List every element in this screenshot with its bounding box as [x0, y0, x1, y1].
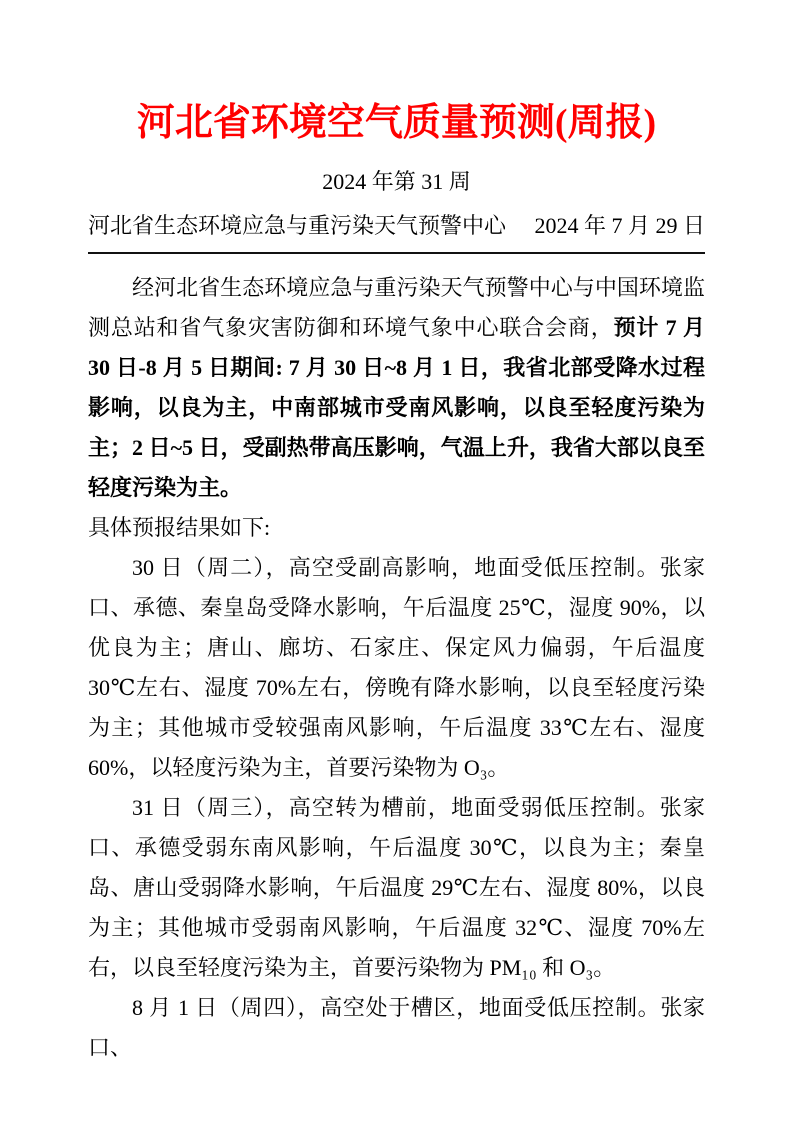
report-title: 河北省环境空气质量预测(周报)	[136, 102, 657, 144]
issuer-name: 河北省生态环境应急与重污染天气预警中心	[88, 212, 507, 238]
summary-lead: 经河北省生态环境应急与重污染天气预警中心与中国环境监测总站和省气象灾害防御和环境气象中心联合会商，	[88, 274, 705, 340]
summary-forecast-bold: 预计 7 月 30 日-8 月 5 日期间: 7 月 30 日~8 月 1 日，我省北部受降水过程影响，以良为主，中南部城市受南风影响，以良至轻度污染为主；2 日~5 日，受副热带高压影响，气温上升，我省大部以良至轻度污染为主。	[88, 314, 705, 500]
summary-paragraph	[88, 268, 705, 508]
lead-in-line: 具体预报结果如下:	[88, 514, 271, 540]
forecast-day-tuesday: 30 日（周二），高空受副高影响，地面受低压控制。张家口、承德、秦皇岛受降水影响，午后温度 25℃，湿度 90%，以优良为主；唐山、廊坊、石家庄、保定风力偏弱，午后温度 30℃左右、湿度 70%左右，傍晚有降水影响，以良至轻度污染为主；其他城市受较强南风影响，午后温度 33℃左右、湿度 60%，以轻度污染为主，首要污染物为 O₃。	[88, 554, 705, 780]
issue-date: 2024 年 7 月 29 日	[534, 212, 705, 238]
forecast-day-wednesday: 31 日（周三），高空转为槽前，地面受弱低压控制。张家口、承德受弱东南风影响，午后温度 30℃，以良为主；秦皇岛、唐山受弱降水影响，午后温度 29℃左右、湿度 80%，以良为主；其他城市受弱南风影响，午后温度 32℃、湿度 70%左右，以良至轻度污染为主，首要污染物为 PM₁₀ 和 O₃。	[88, 794, 705, 980]
issuer-dateline	[88, 212, 705, 252]
header-divider	[88, 252, 705, 254]
forecast-day-thursday: 8 月 1 日（周四），高空处于槽区，地面受低压控制。张家口、	[88, 994, 705, 1060]
report-body	[88, 268, 705, 1068]
week-subtitle: 2024 年第 31 周	[322, 168, 471, 194]
